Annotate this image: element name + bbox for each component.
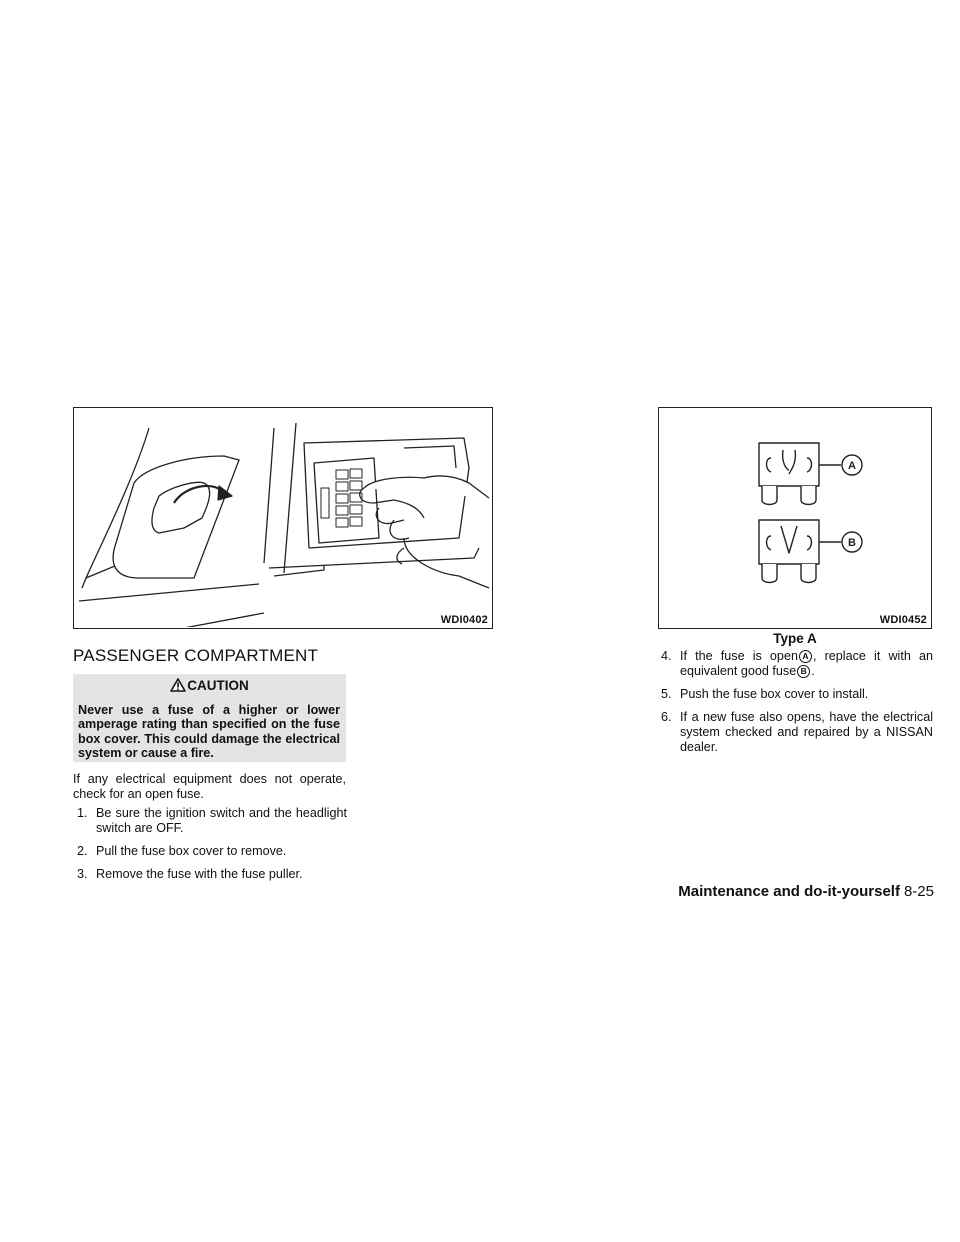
ref-b-icon: B xyxy=(797,665,810,678)
caution-box xyxy=(73,674,346,762)
figure-code-right: WDI0452 xyxy=(879,614,927,626)
step-number: 4. xyxy=(661,649,672,663)
list-item xyxy=(77,806,347,836)
caution-title-text: CAUTION xyxy=(187,678,249,693)
list-item xyxy=(661,687,933,702)
list-item xyxy=(661,649,933,679)
label-b: B xyxy=(848,537,856,549)
warning-triangle-icon xyxy=(170,678,186,692)
label-a: A xyxy=(848,460,856,472)
step-number: 5. xyxy=(661,687,672,701)
step-text: Remove the fuse with the fuse puller. xyxy=(96,867,303,881)
page-footer xyxy=(678,883,934,900)
step-text: Pull the fuse box cover to remove. xyxy=(96,844,287,858)
section-heading: PASSENGER COMPARTMENT xyxy=(73,646,319,665)
caution-text: Never use a fuse of a higher or lower amperage rating than specified on the fuse box cover. This could damage the electrical system or cause a fire. xyxy=(78,703,340,761)
step-text-part: . xyxy=(811,664,815,678)
list-item xyxy=(661,710,933,755)
steps-list-right xyxy=(661,649,933,763)
caution-title xyxy=(73,678,346,693)
fuse-box-cover-figure xyxy=(73,407,493,629)
step-text-part: , replace it with an equivalent good fuse xyxy=(680,649,933,678)
step-text: Push the fuse box cover to install. xyxy=(680,687,869,701)
list-item xyxy=(77,867,347,882)
ref-a-icon: A xyxy=(799,650,812,663)
step-text: If a new fuse also opens, have the electrical system checked and repaired by a NISSAN dealer. xyxy=(680,710,933,754)
page-number: 8-25 xyxy=(903,883,934,900)
intro-paragraph: If any electrical equipment does not operate, check for an open fuse. xyxy=(73,772,346,801)
step-text-part: If the fuse is open xyxy=(680,649,798,663)
list-item xyxy=(77,844,347,859)
figure-code-left: WDI0402 xyxy=(440,614,488,626)
figure-caption: Type A xyxy=(773,631,817,646)
steps-list-left xyxy=(77,806,347,890)
step-text: Be sure the ignition switch and the headlight switch are OFF. xyxy=(96,806,347,835)
footer-section-title: Maintenance and do-it-yourself xyxy=(678,883,900,900)
step-number: 2. xyxy=(77,844,88,858)
fuse-illustration xyxy=(659,408,930,627)
step-number: 3. xyxy=(77,867,88,881)
fuse-box-illustration xyxy=(74,408,491,627)
fuse-type-figure xyxy=(658,407,932,629)
step-number: 1. xyxy=(77,806,88,820)
step-number: 6. xyxy=(661,710,672,724)
